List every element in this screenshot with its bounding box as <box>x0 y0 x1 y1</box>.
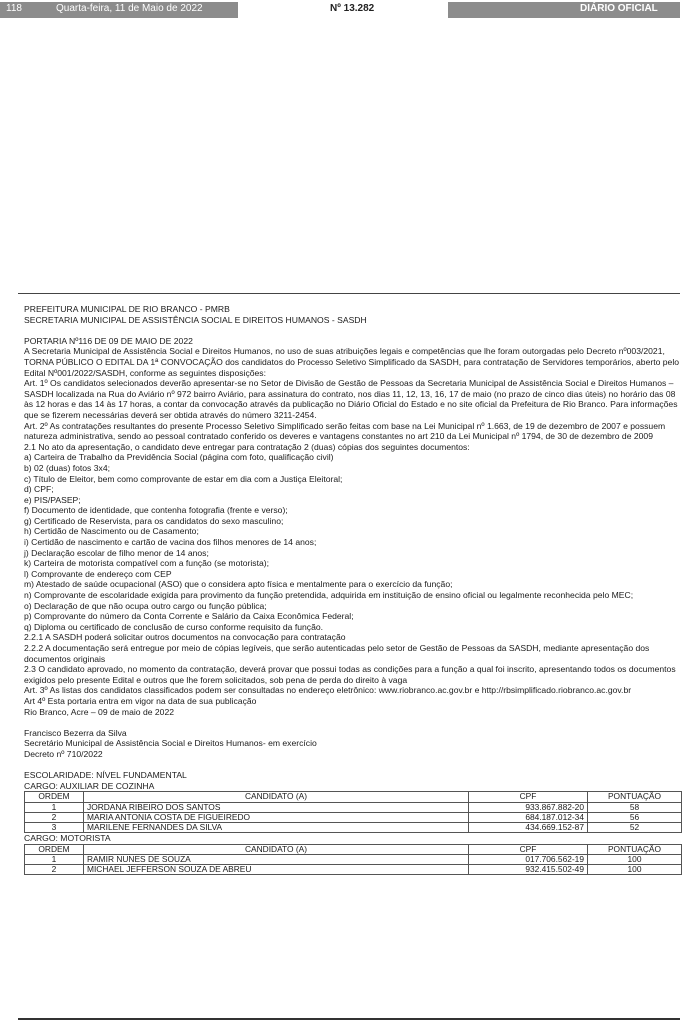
table-row <box>25 854 682 864</box>
candidates-table-motorista <box>24 844 682 876</box>
document-item: c) Título de Eleitor, bem como comprovante de estar em dia com a Justiça Eleitoral; <box>24 473 343 484</box>
table-row <box>25 822 682 832</box>
closing-paragraph: 2.3 O candidato aprovado, no momento da contratação, deverá provar que possui todas as condições para a função a qual foi inscrito, apresentando todos os documentos exigidos pelo presente Edital e outros que lhe forem solicitados, sob pena de perda do direito à vaga <box>24 664 676 685</box>
section-divider <box>18 293 680 294</box>
signature-name: Francisco Bezerra da Silva <box>24 727 127 738</box>
journal-name: DIÁRIO OFICIAL <box>580 3 658 14</box>
page-header <box>0 0 686 19</box>
cell-cpf: 932.415.502-49 <box>469 865 588 875</box>
document-item: a) Carteira de Trabalho da Previdência Social (página com foto, qualificação civil) <box>24 452 334 463</box>
document-item: b) 02 (duas) fotos 3x4; <box>24 462 110 473</box>
cell-pontuacao: 100 <box>588 854 682 864</box>
cell-nome: MICHAEL JEFFERSON SOUZA DE ABREU <box>84 865 469 875</box>
cell-ordem: 2 <box>25 865 84 875</box>
cell-ordem: 2 <box>25 812 84 822</box>
closing-paragraph: 2.2.2 A documentação será entregue por meio de cópias legíveis, que serão autenticadas pelo setor de Gestão de Pessoas da SASDH, mediante apresentação dos documentos originais <box>24 643 650 664</box>
document-body <box>24 304 680 875</box>
table-header-row <box>25 844 682 854</box>
portaria-paragraph: A Secretaria Municipal de Assistência Social e Direitos Humanos, no uso de suas atribuições legais e competências que lhe foram outorgadas pelo Decreto nº003/2021, TORNA PÚBLICO O EDITAL DA 1ª CONVOCAÇÃO dos candidatos do Processo Seletivo Simplificado da SASDH, para contratação de Servidores temporários, aberto pelo Edital Nº001/2022/SASDH, conforme as seguintes disposições: <box>24 346 680 378</box>
document-item: q) Diploma ou certificado de conclusão de curso conforme requisito da função. <box>24 621 324 632</box>
cell-nome: RAMIR NUNES DE SOUZA <box>84 854 469 864</box>
col-ordem: ORDEM <box>25 792 84 802</box>
document-item: j) Declaração escolar de filho menor de 14 anos; <box>24 547 209 558</box>
table-header-row <box>25 792 682 802</box>
candidates-table-cozinha <box>24 791 682 833</box>
table-row <box>25 865 682 875</box>
portaria-title: PORTARIA Nº116 DE 09 DE MAIO DE 2022 <box>24 335 193 346</box>
cell-pontuacao: 56 <box>588 812 682 822</box>
document-item: i) Certidão de nascimento e cartão de vacina dos filhos menores de 14 anos; <box>24 537 317 548</box>
table-row <box>25 812 682 822</box>
cell-nome: JORDANA RIBEIRO DOS SANTOS <box>84 802 469 812</box>
blank-region <box>0 20 686 292</box>
closing-paragraph: 2.2.1 A SASDH poderá solicitar outros documentos na convocação para contratação <box>24 632 346 643</box>
document-item: h) Certidão de Nascimento ou de Casamento; <box>24 526 199 537</box>
cell-cpf: 017.706.562-19 <box>469 854 588 864</box>
col-candidato: CANDIDATO (A) <box>84 844 469 854</box>
closing-paragraph: Art. 3º As listas dos candidatos classificados podem ser consultadas no endereço eletrônico: www.riobranco.ac.gov.br e http://rbsimplificado.riobranco.ac.gov.br <box>24 685 632 696</box>
org-line-1: PREFEITURA MUNICIPAL DE RIO BRANCO - PMRB <box>24 304 230 314</box>
signature-decree: Decreto nº 710/2022 <box>24 748 103 759</box>
page-number: 118 <box>6 3 22 14</box>
cell-nome: MARIA ANTONIA COSTA DE FIGUEIREDO <box>84 812 469 822</box>
document-item: k) Carteira de motorista compatível com a função (se motorista); <box>24 558 270 569</box>
documents-list <box>24 452 680 632</box>
portaria-paragraph: Art. 1º Os candidatos selecionados deverão apresentar-se no Setor de Divisão de Gestão de Pessoas da Secretaria Municipal de Assistência Social e Direitos Humanos – SASDH localizada na Rua do Aviário nº 972 bairro Aviário, para assinatura do contrato, nos dias 11, 12, 13, 16, 17 de maio (no prazo de cinco dias úteis) no horário das 08 às 12 horas e das 14 às 17 horas, a contar da convocação através da publicação no Diário Oficial do Estado e no site oficial da Prefeitura de Rio Branco. Para informações que se fizerem necessárias deverá ser obtida através do número 3211-2454. <box>24 378 678 420</box>
cell-pontuacao: 58 <box>588 802 682 812</box>
cell-ordem: 1 <box>25 854 84 864</box>
cell-cpf: 684.187.012-34 <box>469 812 588 822</box>
document-item: m) Atestado de saúde ocupacional (ASO) que o considera apto física e mentalmente para o exercício da função; <box>24 579 453 590</box>
col-pontuacao: PONTUAÇÃO <box>588 792 682 802</box>
document-item: g) Certificado de Reservista, para os candidatos do sexo masculino; <box>24 515 284 526</box>
cell-pontuacao: 52 <box>588 822 682 832</box>
cell-ordem: 1 <box>25 802 84 812</box>
closing-paragraph: Art 4º Esta portaria entra em vigor na data de sua publicação <box>24 695 257 706</box>
cargo-title-motorista: CARGO: MOTORISTA <box>24 833 111 844</box>
cargo-title-cozinha: CARGO: AUXILIAR DE COZINHA <box>24 780 155 791</box>
edition-number: Nº 13.282 <box>330 3 375 14</box>
col-cpf: CPF <box>469 792 588 802</box>
col-candidato: CANDIDATO (A) <box>84 792 469 802</box>
document-item: e) PIS/PASEP; <box>24 494 81 505</box>
document-item: o) Declaração de que não ocupa outro cargo ou função pública; <box>24 600 267 611</box>
org-line-2: SECRETARIA MUNICIPAL DE ASSISTÊNCIA SOCIAL E DIREITOS HUMANOS - SASDH <box>24 314 367 325</box>
col-cpf: CPF <box>469 844 588 854</box>
cell-ordem: 3 <box>25 822 84 832</box>
col-ordem: ORDEM <box>25 844 84 854</box>
cell-cpf: 933.867.882-20 <box>469 802 588 812</box>
issue-date: Quarta-feira, 11 de Maio de 2022 <box>56 3 203 14</box>
cell-pontuacao: 100 <box>588 865 682 875</box>
education-level: ESCOLARIDADE: NÍVEL FUNDAMENTAL <box>24 770 187 781</box>
portaria-paragraph: 2.1 No ato da apresentação, o candidato deve entregar para contratação 2 (duas) cópias dos seguintes documentos: <box>24 441 470 452</box>
closing-paragraph: Rio Branco, Acre – 09 de maio de 2022 <box>24 706 175 717</box>
document-item: f) Documento de identidade, que contenha fotografia (frente e verso); <box>24 505 288 516</box>
cell-cpf: 434.669.152-87 <box>469 822 588 832</box>
col-pontuacao: PONTUAÇÃO <box>588 844 682 854</box>
portaria-paragraph: Art. 2º As contratações resultantes do presente Processo Seletivo Simplificado serão feitas com base na Lei Municipal nº 1.663, de 19 de dezembro de 2007 e possuem natureza administrativa, sendo ao pessoal contratado conferido os deveres e vantagens constantes no art 210 da Lei Municipal nº 1794, de 30 de dezembro de 2009 <box>24 420 666 442</box>
cell-nome: MARILENE FERNANDES DA SILVA <box>84 822 469 832</box>
table-row <box>25 802 682 812</box>
document-item: n) Comprovante de escolaridade exigida para provimento da função pretendida, adquirida em instituição de ensino oficial ou legalmente reconhecida pelo MEC; <box>24 590 634 601</box>
document-item: l) Comprovante de endereço com CEP <box>24 568 172 579</box>
document-item: p) Comprovante do número da Conta Corrente e Salário da Caixa Econômica Federal; <box>24 611 354 622</box>
footer-rule <box>18 1018 680 1020</box>
signature-role: Secretário Municipal de Assistência Social e Direitos Humanos- em exercício <box>24 738 317 749</box>
document-item: d) CPF; <box>24 484 54 495</box>
